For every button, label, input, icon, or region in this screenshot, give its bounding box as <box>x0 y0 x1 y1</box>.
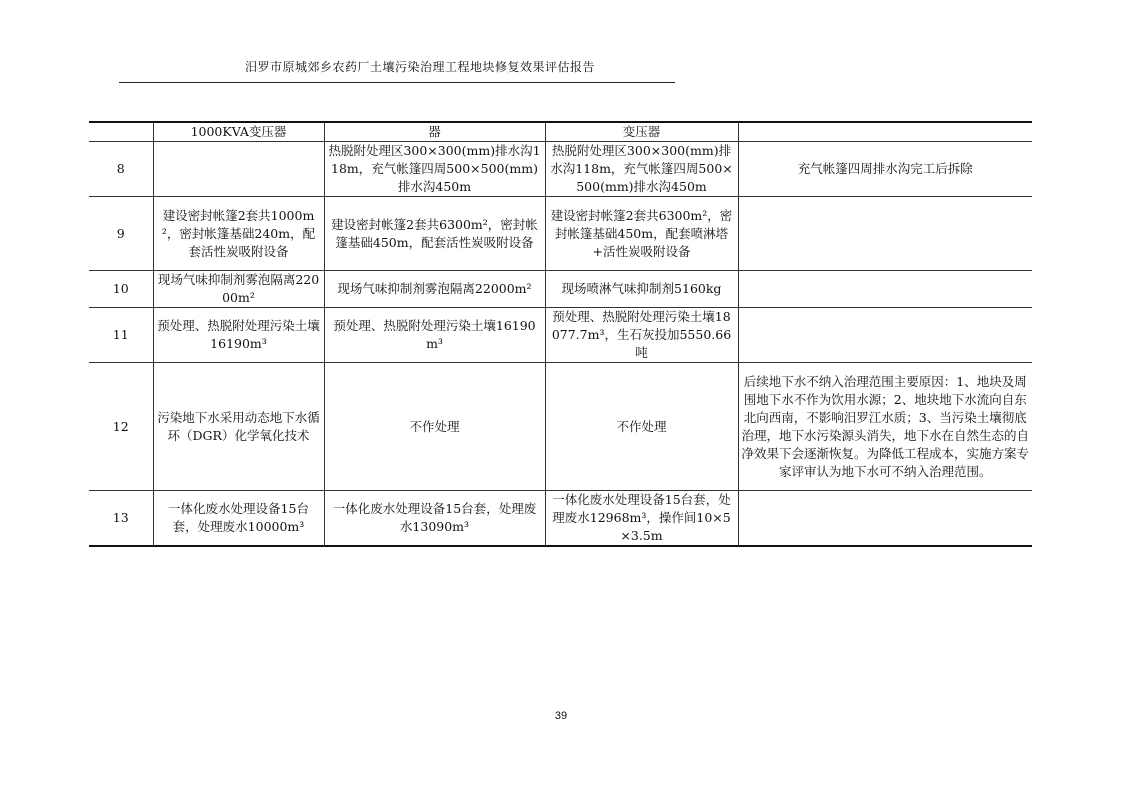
implementation-cell: 不作处理 <box>324 363 545 491</box>
actual-cell: 一体化废水处理设备15台套，处理废水12968m³，操作间10×5×3.5m <box>545 491 738 547</box>
report-title: 汨罗市原城郊乡农药厂土壤污染治理工程地块修复效果评估报告 <box>245 60 596 74</box>
table-row <box>89 122 1032 142</box>
implementation-cell: 热脱附处理区300×300(mm)排水沟118m，充气帐篷四周500×500(mm)排水沟450m <box>324 142 545 197</box>
plan-cell: 污染地下水采用动态地下水循环（DGR）化学氧化技术 <box>153 363 324 491</box>
implementation-cell: 预处理、热脱附处理污染土壤16190m³ <box>324 308 545 363</box>
table-row <box>89 491 1032 547</box>
row-number-cell: 13 <box>89 491 153 547</box>
remark-cell <box>738 122 1032 142</box>
actual-cell: 变压器 <box>545 122 738 142</box>
remark-cell <box>738 197 1032 271</box>
plan-cell <box>153 142 324 197</box>
remediation-comparison-table <box>89 121 1032 547</box>
remark-cell: 充气帐篷四周排水沟完工后拆除 <box>738 142 1032 197</box>
plan-cell: 建设密封帐篷2套共1000m²，密封帐篷基础240m，配套活性炭吸附设备 <box>153 197 324 271</box>
header-divider <box>119 82 675 83</box>
plan-cell: 现场气味抑制剂雾泡隔离22000m² <box>153 271 324 308</box>
remark-cell <box>738 308 1032 363</box>
row-number-cell: 9 <box>89 197 153 271</box>
actual-cell: 热脱附处理区300×300(mm)排水沟118m，充气帐篷四周500×500(mm)排水沟450m <box>545 142 738 197</box>
table-row <box>89 197 1032 271</box>
table-row <box>89 363 1032 491</box>
row-number-cell: 12 <box>89 363 153 491</box>
row-number-cell: 8 <box>89 142 153 197</box>
table-row <box>89 142 1032 197</box>
remark-cell: 后续地下水不纳入治理范围主要原因：1、地块及周围地下水不作为饮用水源；2、地块地下水流向自东北向西南，不影响汨罗江水质；3、当污染土壤彻底治理，地下水污染源头消失，地下水在自然生态的自净效果下会逐渐恢复。为降低工程成本，实施方案专家评审认为地下水可不纳入治理范围。 <box>738 363 1032 491</box>
implementation-cell: 器 <box>324 122 545 142</box>
plan-cell: 一体化废水处理设备15台套，处理废水10000m³ <box>153 491 324 547</box>
actual-cell: 不作处理 <box>545 363 738 491</box>
implementation-cell: 现场气味抑制剂雾泡隔离22000m² <box>324 271 545 308</box>
actual-cell: 预处理、热脱附处理污染土壤18077.7m³，生石灰投加5550.66吨 <box>545 308 738 363</box>
row-number-cell: 10 <box>89 271 153 308</box>
remark-cell <box>738 491 1032 547</box>
actual-cell: 现场喷淋气味抑制剂5160kg <box>545 271 738 308</box>
page-number: 39 <box>554 710 568 722</box>
row-number-cell <box>89 122 153 142</box>
remark-cell <box>738 271 1032 308</box>
row-number-cell: 11 <box>89 308 153 363</box>
implementation-cell: 一体化废水处理设备15台套，处理废水13090m³ <box>324 491 545 547</box>
plan-cell: 1000KVA变压器 <box>153 122 324 142</box>
table-row <box>89 271 1032 308</box>
plan-cell: 预处理、热脱附处理污染土壤16190m³ <box>153 308 324 363</box>
table-row <box>89 308 1032 363</box>
actual-cell: 建设密封帐篷2套共6300m²，密封帐篷基础450m，配套喷淋塔+活性炭吸附设备 <box>545 197 738 271</box>
implementation-cell: 建设密封帐篷2套共6300m²，密封帐篷基础450m，配套活性炭吸附设备 <box>324 197 545 271</box>
